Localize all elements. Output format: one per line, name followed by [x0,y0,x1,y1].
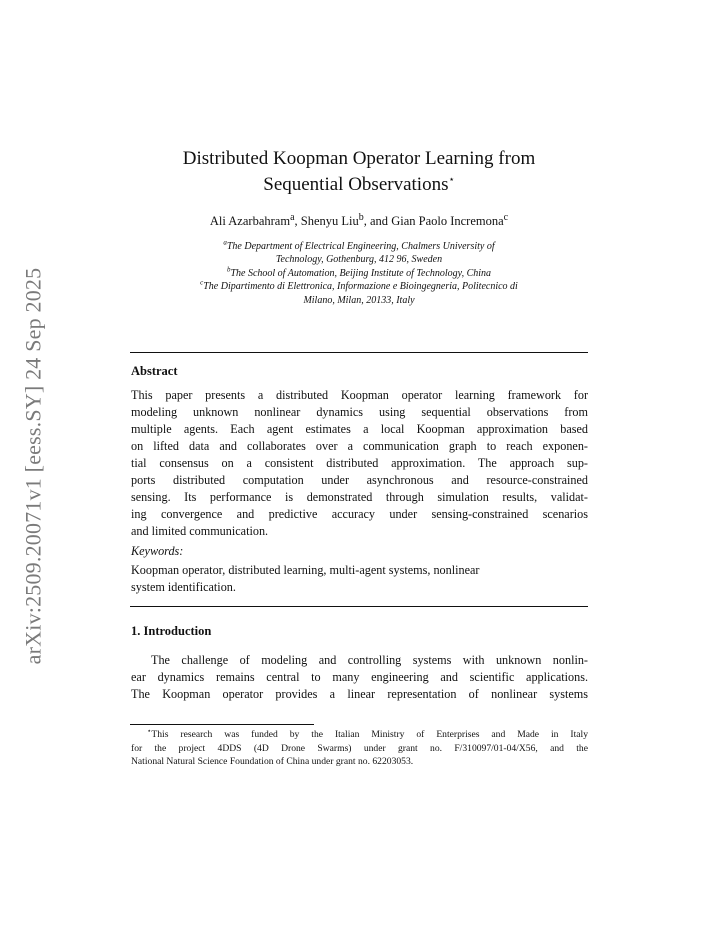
footnote-marker: ⋆ [147,726,152,735]
abstract-line: This paper presents a distributed Koopman operator learning framework for [131,388,588,402]
abstract-top-rule [130,352,588,353]
keywords-body [131,562,588,596]
abstract-line: on lifted data and collaborates over a communication graph to reach exponen- [131,439,588,453]
author-name: Gian Paolo Incremona [391,214,504,228]
abstract-line: ports distributed computation under asynchronous and resource-constrained [131,473,588,487]
affiliation-line: $^b$The School of Automation, Beijing Institute of Technology, China [226,265,492,279]
introduction-line: ear dynamics remains central to many engineering and scientific applications. [131,670,588,684]
footnote-rule [130,724,314,725]
abstract-line: and limited communication. [131,524,269,538]
affiliation-line: $^a$The Department of Electrical Engineering, Chalmers University of [223,238,495,252]
affiliation-mark: b [226,265,231,274]
affiliation-mark: a [223,238,227,247]
title-line-2: Sequential Observations⋆ [263,174,455,195]
author-name: Shenyu Liu [300,214,359,228]
affiliation-line: Technology, Gothenburg, 412 96, Sweden [275,254,443,266]
introduction-line: The challenge of modeling and controlling systems with unknown nonlin- [151,653,588,667]
abstract-heading: Abstract [131,364,178,378]
affiliation-line: $^c$The Dipartimento di Elettronica, Informazione e Bioingegneria, Politecnico di [200,278,518,293]
author-affiliation-mark: a [290,211,295,223]
author-list [130,212,588,230]
affiliation-line: Milano, Milan, 20133, Italy [303,294,415,306]
abstract-line: multiple agents. Each agent estimates a local Koopman approximation based [131,422,588,436]
keywords-line: system identification. [131,580,236,594]
title-line-1: Distributed Koopman Operator Learning from [182,148,536,169]
affiliation-list [130,240,588,307]
abstract-line: modeling unknown nonlinear dynamics using sequential observations from [131,405,588,419]
keywords-line: Koopman operator, distributed learning, multi-agent systems, nonlinear [131,563,480,577]
footnote [131,728,588,769]
abstract-line: sensing. Its performance is demonstrated through simulation results, validat- [131,490,588,504]
section-heading-introduction: 1. Introduction [131,624,212,638]
author-separator: , and [363,214,392,228]
author-affiliation-mark: c [503,211,509,223]
abstract-line: ing convergence and predictive accuracy under sensing-constrained scenarios [131,507,588,521]
author-separator: , [294,214,301,228]
author-name: Ali Azarbahram [209,214,291,228]
arxiv-identifier-text: arXiv:2509.20071v1 [eess.SY] 24 Sep 2025 [20,267,46,665]
abstract-bottom-rule [130,606,588,607]
footnote-line: ⋆This research was funded by the Italian Ministry of Enterprises and Made in Italy [147,726,588,740]
footnote-line: National Natural Science Foundation of China under grant no. 62203053. [131,756,414,768]
footnote-line: for the project 4DDS (4D Drone Swarms) under grant no. F/310097/01-04/X56, and the [131,742,588,754]
introduction-body [131,652,588,703]
author-affiliation-mark: b [358,211,364,223]
abstract-line: tial consensus on a consistent distributed approximation. The approach sup- [131,456,588,470]
arxiv-identifier-stamp [20,252,46,680]
paper-title [130,146,588,198]
abstract-body [131,387,588,540]
title-footnote-marker: ⋆ [448,174,455,186]
introduction-line: The Koopman operator provides a linear representation of nonlinear systems [131,687,588,701]
affiliation-mark: c [200,278,204,287]
keywords-heading: Keywords: [131,544,184,558]
